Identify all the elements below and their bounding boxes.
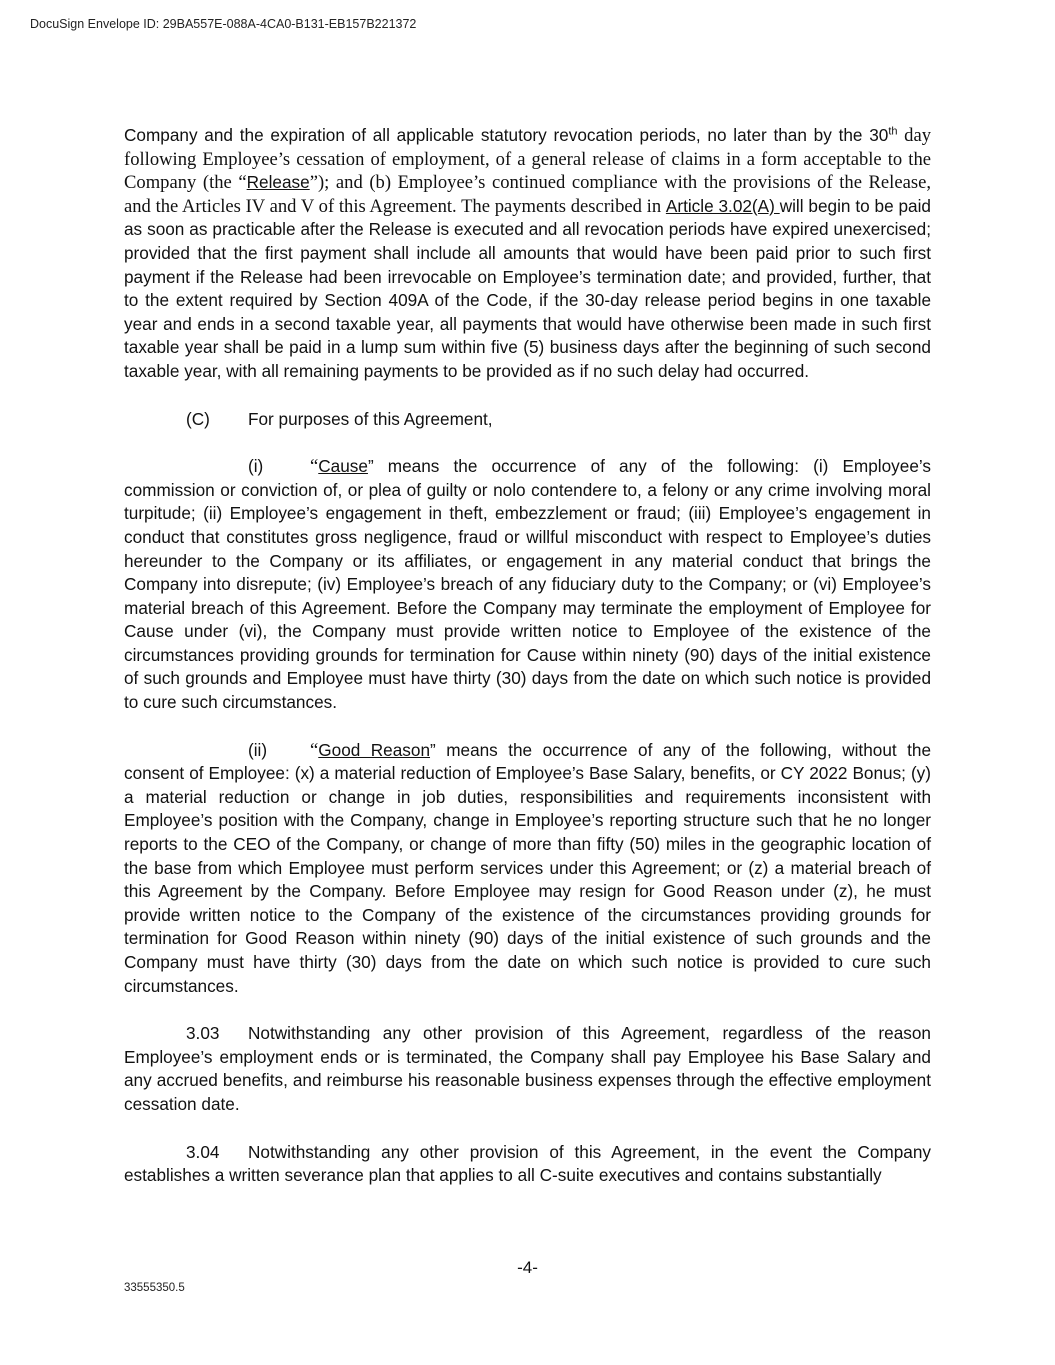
paragraph-release-terms	[124, 124, 931, 384]
quote-mark: “	[310, 739, 319, 761]
paragraph-section-3-04	[124, 1141, 931, 1188]
ordinal-superscript: th	[888, 125, 898, 138]
text-run: will begin to be paid as soon as practicable after the Release is executed and all revocation periods have expired unexercised; provided that the first payment shall include all amounts that would have been paid prior to such first payment if the Release had been irrevocable on Employee’s termination date; and provided, further, that to the extent required by Section 409A of the Code, if the 30-day release period begins in one taxable year and ends in a second taxable year, all payments that would have otherwise been made in such first taxable year shall be paid in a lump sum within five (5) business days after the beginning of such second taxable year, with all remaining payments to be provided as if no such delay had occurred.	[124, 195, 931, 381]
defined-term-good-reason: Good Reason	[318, 739, 431, 760]
paragraph-cause-definition	[124, 455, 931, 715]
section-number: 3.03	[186, 1023, 220, 1044]
text-run: Notwithstanding any other provision of this Agreement, in the event the Company establishes a written severance plan that applies to all C-suite executives and contains substantially	[124, 1141, 931, 1186]
defined-term-cause: Cause	[318, 456, 368, 477]
document-body	[124, 124, 931, 1188]
document-id: 33555350.5	[124, 1282, 185, 1294]
section-c-heading	[124, 408, 931, 432]
docusign-envelope-id: DocuSign Envelope ID: 29BA557E-088A-4CA0-B131-EB157B221372	[30, 17, 417, 31]
text-run: ”); and (b) Employee’s continued compliance with the provisions of the Release, and the Articles IV and V of this Agreement. The payments described in	[124, 172, 931, 217]
text-run: Notwithstanding any other provision of this Agreement, regardless of the reason Employee’s employment ends or is terminated, the Company shall pay Employee his Base Salary and any accrued benefits, and reimburse his reasonable business expenses through the effective employment cessation date.	[124, 1023, 931, 1114]
clause-label: (i)	[248, 456, 264, 477]
page-number: -4-	[517, 1258, 538, 1277]
quote-mark: “	[310, 456, 319, 478]
section-heading-text: For purposes of this Agreement,	[248, 408, 493, 429]
article-reference: Article 3.02(A)	[665, 195, 780, 216]
text-run: ” means the occurrence of any of the following: (i) Employee’s commission or conviction of, or plea of guilty or nolo contendere to, a felony or any crime involving moral turpitude; (ii) Employee’s engagement in theft, embezzlement or fraud; (iii) Employee’s engagement in conduct that constitutes gross negligence, fraud or willful misconduct with respect to Employee’s duties hereunder to the Company or its affiliates, or engagement in any material conduct that brings the Company into disrepute; (iv) Employee’s breach of any fiduciary duty to the Company; or (vi) Employee’s material breach of this Agreement. Before the Company may terminate the employment of Employee for Cause under (vi), the Company must provide written notice to Employee of the existence of the circumstances providing grounds for termination for Cause within ninety (90) days of the initial existence of such grounds and Employee must have thirty (30) days from the date on which such notice is provided to cure such circumstances.	[124, 456, 931, 713]
text-run: Company and the expiration of all applicable statutory revocation periods, no later than by the 30	[124, 125, 889, 145]
paragraph-good-reason-definition	[124, 739, 931, 999]
defined-term-release: Release	[246, 172, 310, 193]
text-run: day following Employee’s cessation of employment, of a general release of claims in a form acceptable to the Company (the “	[124, 125, 931, 194]
section-number: 3.04	[186, 1141, 220, 1162]
paragraph-section-3-03	[124, 1022, 931, 1116]
section-label: (C)	[186, 408, 210, 429]
text-run: ” means the occurrence of any of the following, without the consent of Employee: (x) a material reduction of Employee’s Base Salary, benefits, or CY 2022 Bonus; (y) a material reduction or change in job duties, responsibilities and requirements inconsistent with Employee’s position with the Company, change in Employee’s reporting structure such that he no longer reports to the CEO of the Company, or change of more than fifty (50) miles in the geographic location of the base from which Employee must perform services under this Agreement; or (z) a material breach of this Agreement by the Company. Before Employee may resign for Good Reason under (z), he must provide written notice to the Company of the existence of the circumstances providing grounds for termination for Good Reason within ninety (90) days of the initial existence of such grounds and the Company must have thirty (30) days from the date on which such notice is provided to cure such circumstances.	[124, 739, 932, 996]
clause-label: (ii)	[248, 739, 268, 760]
